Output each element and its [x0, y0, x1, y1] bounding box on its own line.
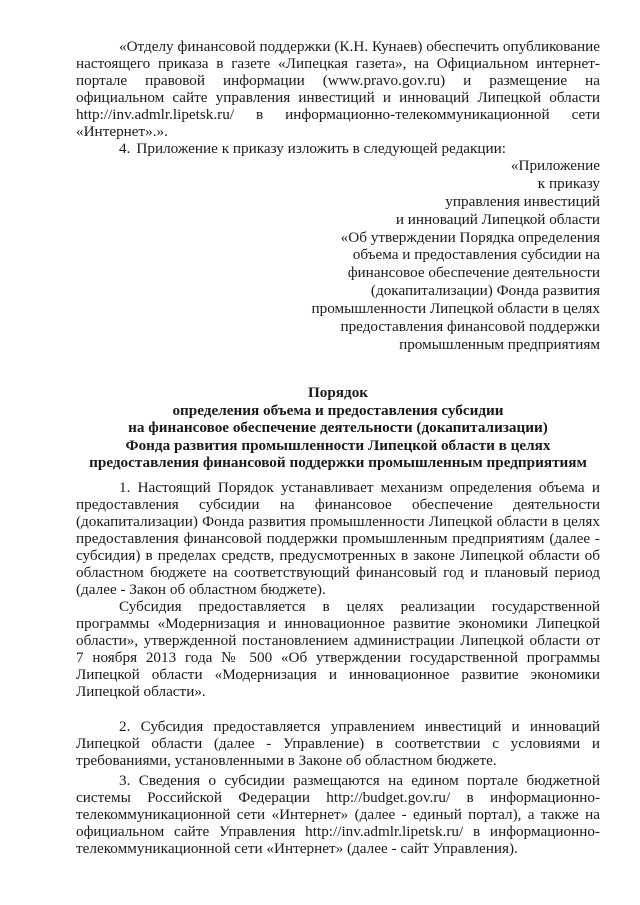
title-line: определения объема и предоставления субсидии: [172, 401, 504, 419]
appendix-header: [200, 157, 600, 354]
body-paragraph-2: 2. Субсидия предоставляется управлением инвестиций и инноваций Липецкой области (далее - Управление) в соответствии с условиями и требованиями, установленными в Законе об областном бюджете.: [76, 718, 600, 769]
title-line: на финансовое обеспечение деятельности (докапитализации): [128, 419, 548, 436]
intro-paragraph: «Отделу финансовой поддержки (К.Н. Кунаев) обеспечить опубликование настоящего приказа в газете «Липецкая газета», на Официальном интернет-портале правовой информации (www.pravo.gov.ru) и размещение на официальном сайте управления инвестиций и инноваций Липецкой области http://inv.admlr.lipetsk.ru/ в информационно-телекоммуникационной сети «Интернет».».: [76, 38, 600, 140]
body-paragraph-3: 3. Сведения о субсидии размещаются на едином портале бюджетной системы Российской Федерации http://budget.gov.ru/ в информационно-телекоммуникационной сети «Интернет» (далее - единый портал), а также на официальном сайте Управления http://inv.admlr.lipetsk.ru/ в информационно-телекоммуникационной сети «Интернет» (далее - сайт Управления).: [76, 772, 600, 857]
appendix-line: предоставления финансовой поддержки: [340, 318, 600, 336]
appendix-line: финансовое обеспечение деятельности: [347, 264, 600, 282]
item-4-paragraph: [76, 140, 600, 157]
appendix-line: объема и предоставления субсидии на: [352, 246, 600, 264]
appendix-line: управления инвестиций: [445, 192, 600, 210]
appendix-line: (докапитализации) Фонда развития: [370, 282, 600, 300]
appendix-line: промышленности Липецкой области в целях: [311, 300, 600, 318]
appendix-line: к приказу: [537, 174, 600, 192]
title-line: Фонда развития промышленности Липецкой области в целях: [125, 436, 551, 454]
body-paragraph-subsidy-goal: Субсидия предоставляется в целях реализации государственной программы «Модернизация и инновационное развитие экономики Липецкой области», утвержденной постановлением администрации Липецкой области от 7 ноября 2013 года № 500 «Об утверждении государственной программы Липецкой области «Модернизация и инновационное развитие экономики Липецкой области».: [76, 598, 600, 700]
title-line: Порядок: [307, 384, 369, 401]
appendix-line: и инноваций Липецкой области: [395, 210, 600, 228]
item-4-number: 4.: [119, 140, 131, 157]
document-title: [76, 384, 600, 472]
item-4-text: Приложение к приказу изложить в следующей редакции:: [136, 140, 507, 157]
title-line: предоставления финансовой поддержки промышленным предприятиям: [89, 454, 587, 471]
appendix-line: промышленным предприятиям: [399, 335, 600, 353]
body-paragraph-1: 1. Настоящий Порядок устанавливает механизм определения объема и предоставления субсидии на финансовое обеспечение деятельности (докапитализации) Фонда развития промышленности Липецкой области в целях предоставления финансовой поддержки промышленным предприятиям (далее - субсидия) в пределах средств, предусмотренных в законе Липецкой области об областном бюджете на соответствующий финансовый год и плановый период (далее - Закон об областном бюджете).: [76, 479, 600, 598]
appendix-line: «Приложение: [510, 157, 600, 174]
appendix-line: «Об утверждении Порядка определения: [340, 228, 600, 246]
